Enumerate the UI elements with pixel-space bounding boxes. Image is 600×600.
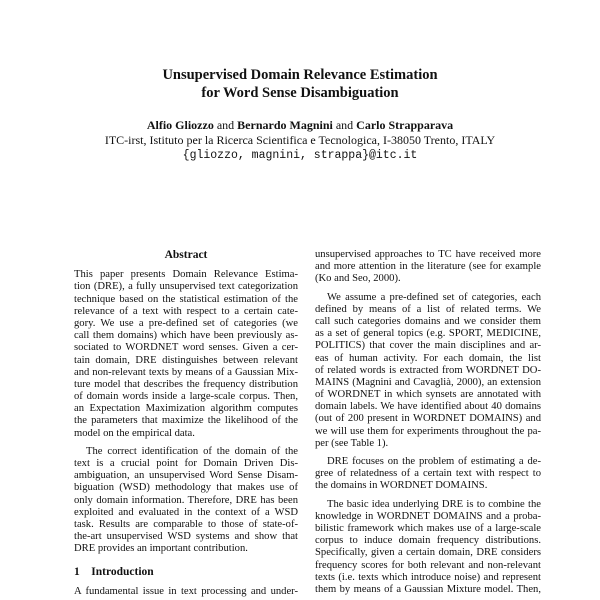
text-line: exploited and evaluated in the context of a WSD (74, 506, 298, 518)
text-line: task. Results are comparable to those of state-of- (74, 518, 298, 530)
intro-first-line: A fundamental issue in text processing and under- (74, 585, 298, 597)
text-line: tain domain, DRE distinguishes between relevant (74, 354, 298, 366)
text-line: the domains in WORDNET DOMAINS. (315, 480, 488, 492)
right-paragraph-0 (315, 249, 541, 286)
abstract-paragraph-2 (74, 446, 298, 556)
section-heading-introduction (74, 566, 298, 578)
text-line: them by means of a Gaussian Mixture model. Then, (315, 583, 541, 595)
text-line: as a set of general topics (e.g. SPORT, MEDICINE, (315, 328, 541, 340)
text-line: domain labels. We have identified about 40 domains (315, 401, 541, 413)
text-line: texts (i.e. texts which introduce noise) and represent (315, 571, 541, 583)
section-number: 1 (74, 565, 80, 578)
right-column (315, 249, 541, 596)
text-line: The correct identification of the domain of the (86, 445, 298, 457)
author-separator: and (216, 118, 235, 132)
text-line: the parameters that maximize the likelihood of the (74, 415, 298, 427)
text-line: per (see Table 1). (315, 437, 389, 449)
email: {gliozzo, magnini, strappa}@itc.it (182, 149, 418, 162)
author-separator: and (335, 118, 354, 132)
paper-title-line-2: for Word Sense Disambiguation (201, 85, 399, 101)
text-line: call such categories domains and we consider them (315, 315, 541, 327)
text-line: (out of 200 present in WORDNET DOMAINS) and (315, 413, 541, 425)
text-line: tion (DRE), a fully unsupervised text categorization (74, 281, 298, 293)
right-paragraph-2 (315, 456, 541, 493)
text-line: frequency scores for both relevant and non-relevant (315, 559, 541, 571)
author-3: Carlo Strapparava (356, 118, 454, 132)
text-line: DRE provides an important contribution. (74, 543, 248, 555)
text-line: sociated to WORDNET word senses. Given a cer- (74, 342, 298, 354)
text-line: ture model that describes the frequency distribution (74, 378, 298, 390)
text-line: bilistic framework which makes use of a large-scale (315, 522, 541, 534)
author-1: Alfio Gliozzo (146, 118, 214, 132)
text-line: ambiguation, an unsupervised Word Sense Disam- (74, 470, 298, 482)
text-line: corpus to induce domain frequency distributions. (315, 535, 541, 547)
right-paragraph-3 (315, 499, 541, 597)
text-line: technique based on the statistical estimation of the (74, 293, 298, 305)
abstract-paragraph-1 (74, 269, 298, 440)
text-line: gory. We use a pre-defined set of categories (we (74, 317, 298, 329)
text-line: unsupervised approaches to TC have received more (315, 249, 541, 260)
text-line: of domain words inside a large-scale corpus. Then, (74, 391, 298, 403)
text-line: model on the empirical data. (74, 427, 195, 439)
affiliation: ITC-irst, Istituto per la Ricerca Scientifica e Tecnologica, I-38050 Trento, ITALY (104, 133, 496, 147)
text-line: and more attention in the literature (see for example (315, 261, 541, 273)
text-line: relevance of a text with respect to a certain cate- (74, 305, 298, 317)
text-line: MAINS (Magnini and Cavaglià, 2000), an extension (315, 376, 541, 388)
text-line: call them domains) which have been previously as- (74, 330, 298, 342)
text-line: (Ko and Seo, 2000). (315, 273, 401, 285)
text-line: text is a crucial point for Domain Driven Dis- (74, 458, 298, 470)
section-title: Introduction (91, 565, 154, 578)
text-line: gree of relatedness of a certain text with respect to (315, 468, 541, 480)
text-line: This paper presents Domain Relevance Estima- (74, 269, 298, 281)
text-line: DRE focuses on the problem of estimating a de- (327, 456, 541, 467)
text-line: we will use them for experiments throughout the pa- (315, 425, 541, 437)
text-line: only domain information. Therefore, DRE has been (74, 494, 298, 506)
text-line: We assume a pre-defined set of categories, each (327, 291, 541, 303)
text-line: knowledge in WORDNET DOMAINS and a proba- (315, 510, 541, 522)
author-list (0, 118, 600, 133)
text-line: The basic idea underlying DRE is to combine the (327, 498, 541, 510)
text-line: defined by means of a list of related terms. We (315, 303, 541, 315)
left-column (74, 249, 298, 598)
text-line: POLITICS) that cover the main disciplines and ar- (315, 340, 541, 352)
abstract-heading: Abstract (164, 249, 208, 261)
text-line: of WORDNET in which synsets are annotated with (315, 389, 541, 401)
text-line: and non-relevant texts by means of a Gaussian Mix- (74, 366, 298, 378)
text-line: eas of human activity. For each domain, the list (315, 352, 541, 364)
text-line: an Expectation Maximization algorithm computes (74, 403, 298, 415)
text-line: the-art unsupervised WSD systems and show that (74, 531, 298, 543)
paper-title-line-1: Unsupervised Domain Relevance Estimation (162, 67, 438, 83)
text-line: of related words is extracted from WORDNET DO- (315, 364, 541, 376)
author-2: Bernardo Magnini (237, 118, 333, 132)
text-line: Specifically, given a certain domain, DRE considers (315, 547, 541, 559)
text-line: biguation (WSD) methodology that makes use of (74, 482, 298, 494)
right-paragraph-1 (315, 292, 541, 450)
